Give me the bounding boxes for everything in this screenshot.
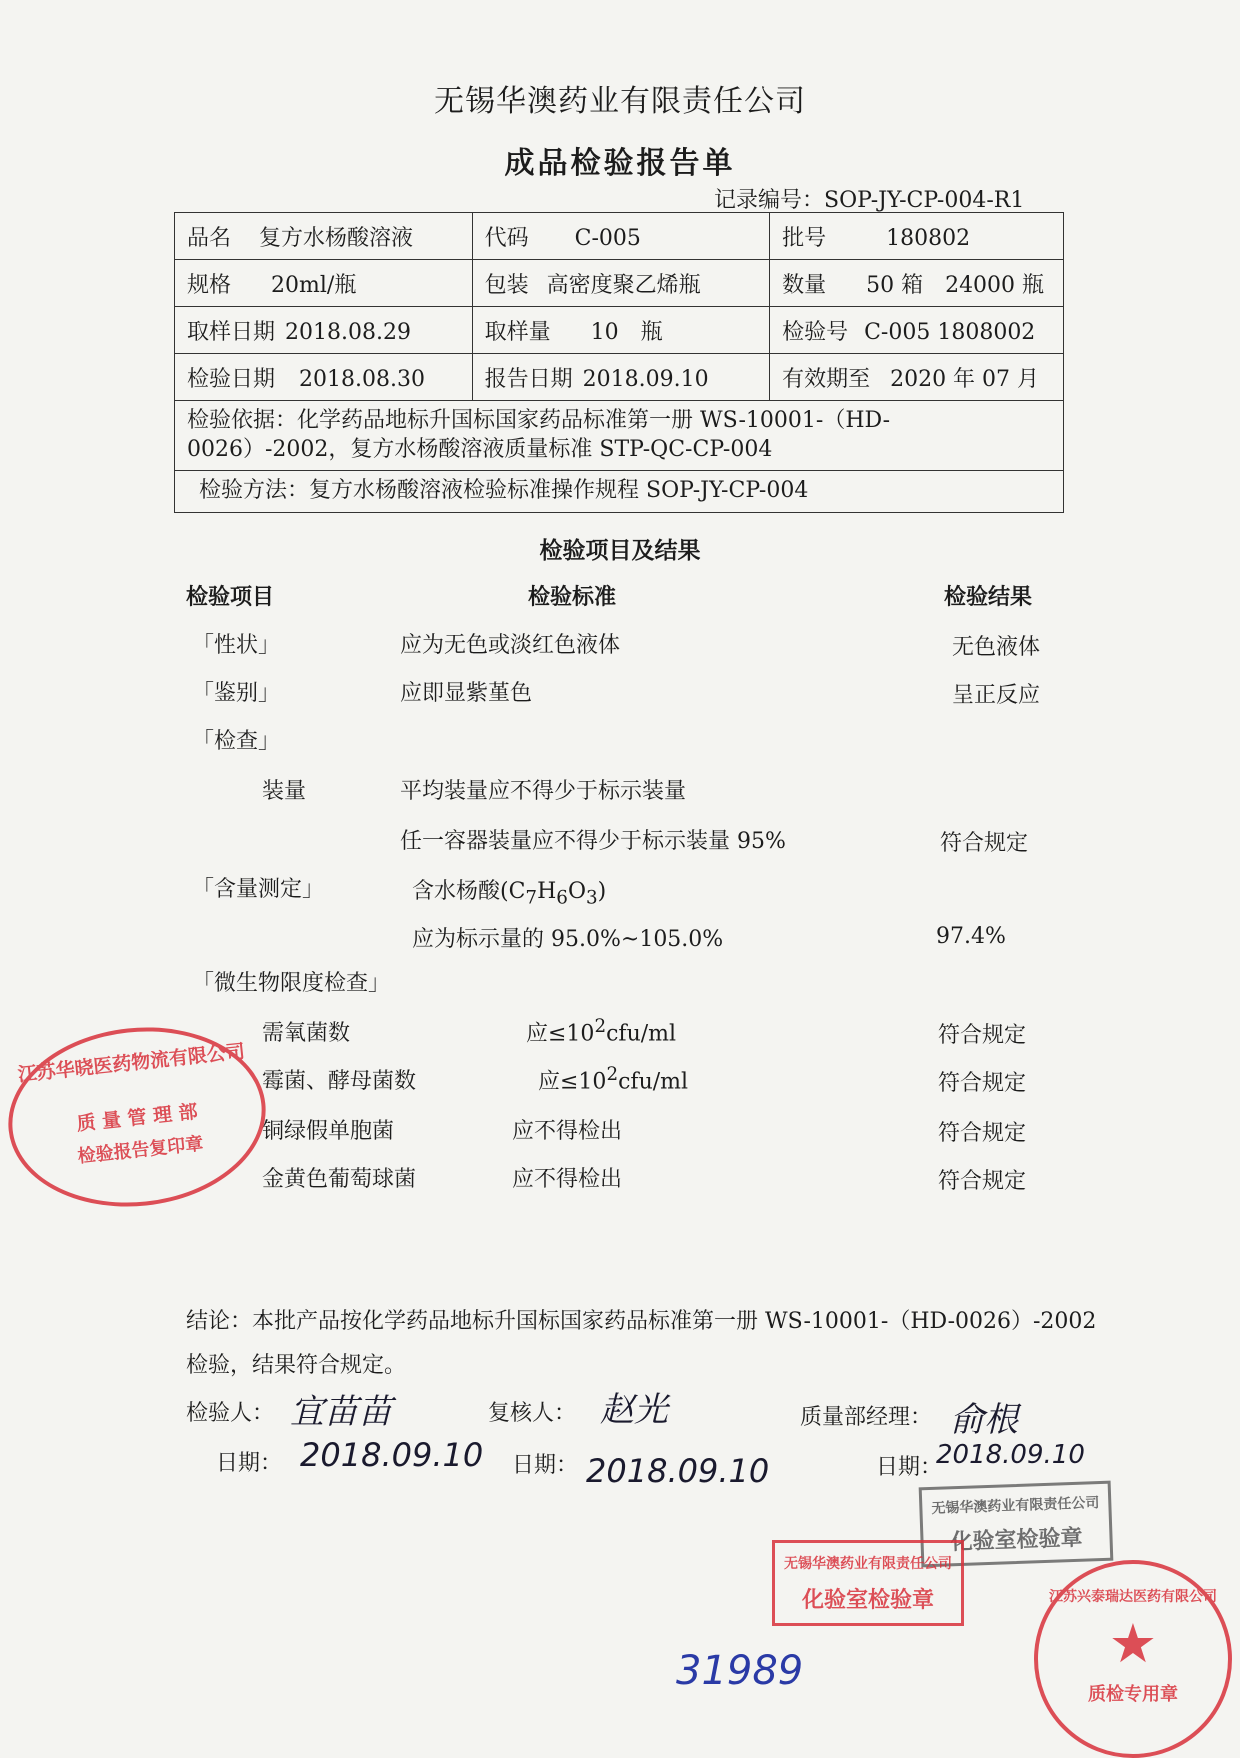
staphylococcus-result: 符合规定 (938, 1169, 1027, 1194)
staphylococcus-item: 金黄色葡萄球菌 (262, 1167, 417, 1192)
reviewer-label: 复核人： (488, 1401, 577, 1426)
expiry-cell: 有效期至 2020 年 07 月 (770, 354, 1064, 401)
aerobic-count-result: 符合规定 (938, 1023, 1027, 1048)
lab-seal-red: 无锡华澳药业有限责任公司 化验室检验章 (772, 1540, 964, 1626)
manager-signature: 俞根 (950, 1400, 1018, 1440)
aerobic-count-standard: 应$\le 10^2cfu/ml$ (526, 1016, 677, 1047)
mold-yeast-item: 霉菌、酵母菌数 (262, 1069, 417, 1094)
inspector-date: 2018.09.10 (300, 1436, 484, 1474)
appearance-result: 无色液体 (952, 635, 1041, 660)
quantity-cell: 数量 50 箱 24000 瓶 (770, 260, 1064, 307)
manager-label: 质量部经理： (800, 1405, 933, 1430)
inspector-label: 检验人： (186, 1401, 275, 1426)
fill-volume-standard-single: 任一容器装量应不得少于标示装量 95% (400, 829, 786, 854)
pseudomonas-result: 符合规定 (938, 1121, 1027, 1146)
test-method: 检验方法：复方水杨酸溶液检验标准操作规程 SOP-JY-CP-004 (175, 471, 1064, 513)
fill-volume-standard-average: 平均装量应不得少于标示装量 (400, 779, 687, 804)
product-name-cell: 品名 复方水杨酸溶液 (175, 213, 473, 260)
spec-cell: 规格 20ml/瓶 (175, 260, 473, 307)
identification-result: 呈正反应 (952, 683, 1041, 708)
staphylococcus-standard: 应不得检出 (512, 1167, 623, 1192)
column-header-result: 检验结果 (944, 584, 1033, 610)
mold-yeast-standard: 应$\le 10^2cfu/ml$ (538, 1064, 689, 1095)
assay-item: 「含量测定」 (192, 877, 325, 902)
column-header-standard: 检验标准 (528, 584, 617, 610)
report-title: 成品检验报告单 (504, 146, 736, 181)
table-row (175, 401, 1064, 471)
appearance-standard: 应为无色或淡红色液体 (400, 633, 621, 658)
manager-date-label: 日期： (876, 1455, 943, 1480)
conclusion: 结论：本批产品按化学药品地标升国标国家药品标准第一册 WS-10001-（HD-0026）-2002 检验，结果符合规定。 (186, 1309, 1097, 1378)
check-item: 「检查」 (192, 729, 281, 754)
product-info-table (174, 212, 1064, 513)
inspector-signature: 宜苗苗 (290, 1392, 392, 1432)
logistics-qa-seal: 江苏华晓医药物流有限公司 质 量 管 理 部 检验报告复印章 (0, 1015, 275, 1219)
assay-result: 97.4% (936, 924, 1006, 949)
test-date-cell: 检验日期 2018.08.30 (175, 354, 473, 401)
reviewer-date: 2018.09.10 (586, 1452, 770, 1490)
results-section-title: 检验项目及结果 (539, 537, 701, 564)
identification-standard: 应即显紫堇色 (400, 681, 533, 706)
reviewer-date-label: 日期： (512, 1453, 579, 1478)
mold-yeast-result: 符合规定 (938, 1071, 1027, 1096)
table-row (175, 307, 1064, 354)
reviewer-signature: 赵光 (600, 1390, 668, 1430)
test-basis: 检验依据：化学药品地标升国标国家药品标准第一册 WS-10001-（HD-0026）-2002，复方水杨酸溶液质量标准 STP-QC-CP-004 (175, 401, 1064, 471)
identification-item: 「鉴别」 (192, 681, 281, 706)
inspector-date-label: 日期： (216, 1451, 283, 1476)
table-row (175, 260, 1064, 307)
aerobic-count-item: 需氧菌数 (262, 1021, 351, 1046)
sample-qty-cell: 取样量 10 瓶 (472, 307, 769, 354)
company-name: 无锡华澳药业有限责任公司 (434, 84, 806, 119)
batch-cell: 批号 180802 (770, 213, 1064, 260)
test-number-cell: 检验号 C-005 1808002 (770, 307, 1064, 354)
star-icon: ★ (1108, 1612, 1158, 1675)
lab-seal-gray: 无锡华澳药业有限责任公司 化验室检验章 (919, 1481, 1114, 1568)
manager-date: 2018.09.10 (936, 1440, 1085, 1470)
qc-special-seal: 江苏兴泰瑞达医药有限公司 ★ 质检专用章 (1034, 1560, 1232, 1758)
report-date-cell: 报告日期 2018.09.10 (472, 354, 769, 401)
fill-volume-item: 装量 (262, 779, 307, 804)
column-header-item: 检验项目 (186, 584, 275, 610)
pseudomonas-standard: 应不得检出 (512, 1119, 623, 1144)
handwritten-number: 31989 (676, 1648, 804, 1694)
code-cell: 代码 C-005 (472, 213, 769, 260)
fill-volume-result: 符合规定 (940, 831, 1029, 856)
record-number: 记录编号：SOP-JY-CP-004-R1 (714, 188, 1025, 213)
pseudomonas-item: 铜绿假单胞菌 (262, 1119, 395, 1144)
microbial-limit-item: 「微生物限度检查」 (192, 971, 391, 996)
sample-date-cell: 取样日期 2018.08.29 (175, 307, 473, 354)
assay-standard-substance: 含水杨酸$(C_7H_6O_3)$ (412, 879, 607, 909)
table-row (175, 213, 1064, 260)
table-row (175, 354, 1064, 401)
package-cell: 包装 高密度聚乙烯瓶 (472, 260, 769, 307)
assay-standard-range: 应为标示量的 95.0%~105.0% (412, 927, 724, 952)
appearance-item: 「性状」 (192, 633, 281, 658)
table-row (175, 471, 1064, 513)
